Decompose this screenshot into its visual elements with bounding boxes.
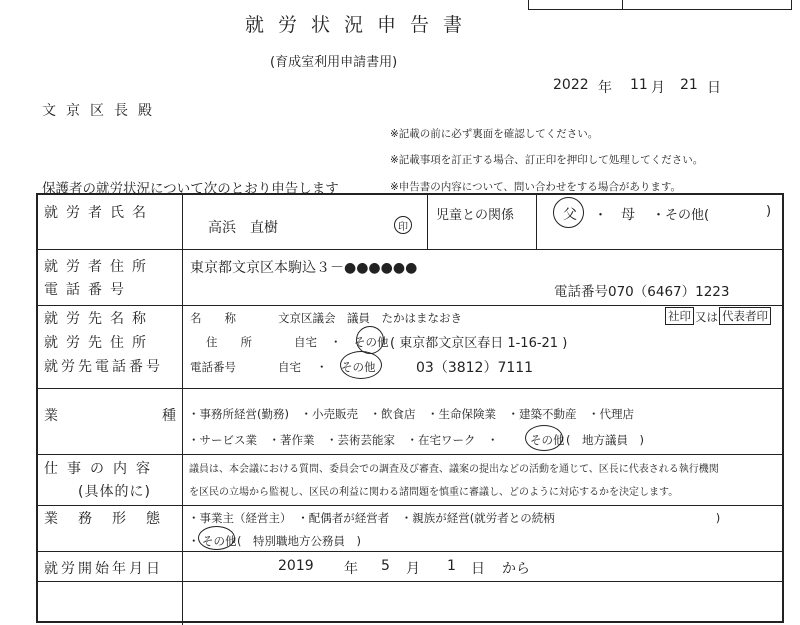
employer-name-key: 名 称 [190,311,236,325]
worker-name-value: 高浜 直樹 [208,220,278,236]
job-content-line2: を区民の立場から監視し、区民の利益に関わる諸問題を慎重に審議し、どのように対応するかを決定します。 [189,487,679,498]
employer-phone-key: 電話番号 [190,360,236,374]
employer-phone-dot: ・ [316,360,328,374]
employer-address-value: ( 東京都文京区春日 1-16-21 ) [390,336,568,351]
representative-seal-box: 代表者印 [719,307,771,325]
date-month-unit: 月 [651,80,665,96]
worker-phone-value: 電話番号070（6467）1223 [554,284,730,300]
industry-options-line2: ・サービス業 ・著作業 ・芸術芸能家 ・在宅ワーク ・ [188,433,499,447]
selection-circle-icon [340,351,382,379]
employer-name-value: 文京区議会 議員 たかはまなおき [278,311,462,325]
job-content-label: 仕事の内容 [44,461,159,477]
work-form-line2-prefix: ・ [188,534,200,548]
date-year: 2022 [553,77,589,93]
industry-other: その他 [530,433,565,447]
industry-other-value: ( 地方議員 ) [566,433,644,447]
worker-address-value: 東京都文京区本駒込３－●●●●●● [190,260,418,276]
relation-label: 児童との関係 [436,208,515,223]
relation-mother: 母 [621,207,635,223]
intro-text: 保護者の就労状況について次のとおり申告します [42,181,339,197]
page-title: 就労状況申告書 [245,14,477,36]
worker-name-label: 就労者氏名 [44,205,154,221]
employer-address-home: 自宅 [294,335,317,349]
start-suffix: から [502,561,530,577]
employer-name-label: 就労先名称 [44,311,154,327]
industry-label-text: 業種 [44,408,176,424]
seal-connector: 又は [695,310,718,324]
date-day-unit: 日 [707,80,721,96]
industry-options-line1: ・事務所経営(勤務) ・小売販売 ・飲食店 ・生命保険業 ・建築不動産 ・代理店 [188,407,634,421]
note: ※申告書の内容について、問い合わせをする場合があります。 [390,181,682,193]
worker-address-label: 就労者住所 [44,259,154,275]
employer-phone-label: 就労先電話番号 [44,359,163,375]
date-month: 11 [630,77,648,93]
work-form-line1: ・事業主（経営主） ・配偶者が経営者 ・親族が経営(就労者との続柄 ) [188,511,721,525]
work-form-label: 業務形態 [44,511,180,527]
date-year-unit: 年 [598,80,612,96]
selection-circle-icon [525,425,563,451]
employer-address-key: 住 所 [206,335,252,349]
selection-circle-icon [198,526,235,550]
relation-sep: ・ [594,208,608,223]
job-content-line1: 議員は、本会議における質問、委員会での調査及び審査、議案の提出などの活動を通じて、区長に代表される執行機関 [189,464,719,475]
employer-phone-home: 自宅 [278,360,301,374]
start-day: 1 [447,558,456,574]
employer-address-label: 就労先住所 [44,335,154,351]
employer-phone-value: 03（3812）7111 [416,360,534,376]
relation-father: 父 [563,207,577,223]
selection-circle-icon [553,197,584,228]
addressee: 文京区長殿 [42,103,162,119]
start-year-unit: 年 [344,561,358,577]
note: ※記載事項を訂正する場合、訂正印を押印して処理してください。 [390,154,704,166]
date-day: 21 [680,77,698,93]
start-year: 2019 [278,558,314,574]
relation-other-close: ) [766,204,772,219]
work-form-other-value: ( 特別職地方公務員 ) [237,534,361,548]
industry-label [44,405,180,425]
seal-mark: 印 [398,222,408,233]
declaration-form [36,193,784,623]
worker-phone-label: 電話番号 [44,282,132,298]
relation-other: ・その他( [652,208,710,223]
selection-circle-icon [356,326,384,354]
employer-address-other: その他 [354,335,389,349]
start-month: 5 [381,558,390,574]
page-subtitle: (育成室利用申請書用) [270,55,398,70]
top-stamp-box [528,0,792,10]
job-content-sublabel: (具体的に) [78,484,151,500]
start-day-unit: 日 [471,561,485,577]
start-month-unit: 月 [406,561,420,577]
start-date-label: 就労開始年月日 [44,561,163,577]
note: ※記載の前に必ず裏面を確認してください。 [390,128,599,140]
employer-phone-other: その他 [341,360,376,374]
company-seal-box: 社印 [665,307,694,325]
work-form-other: その他 [202,534,237,548]
employer-address-dot: ・ [330,335,342,349]
